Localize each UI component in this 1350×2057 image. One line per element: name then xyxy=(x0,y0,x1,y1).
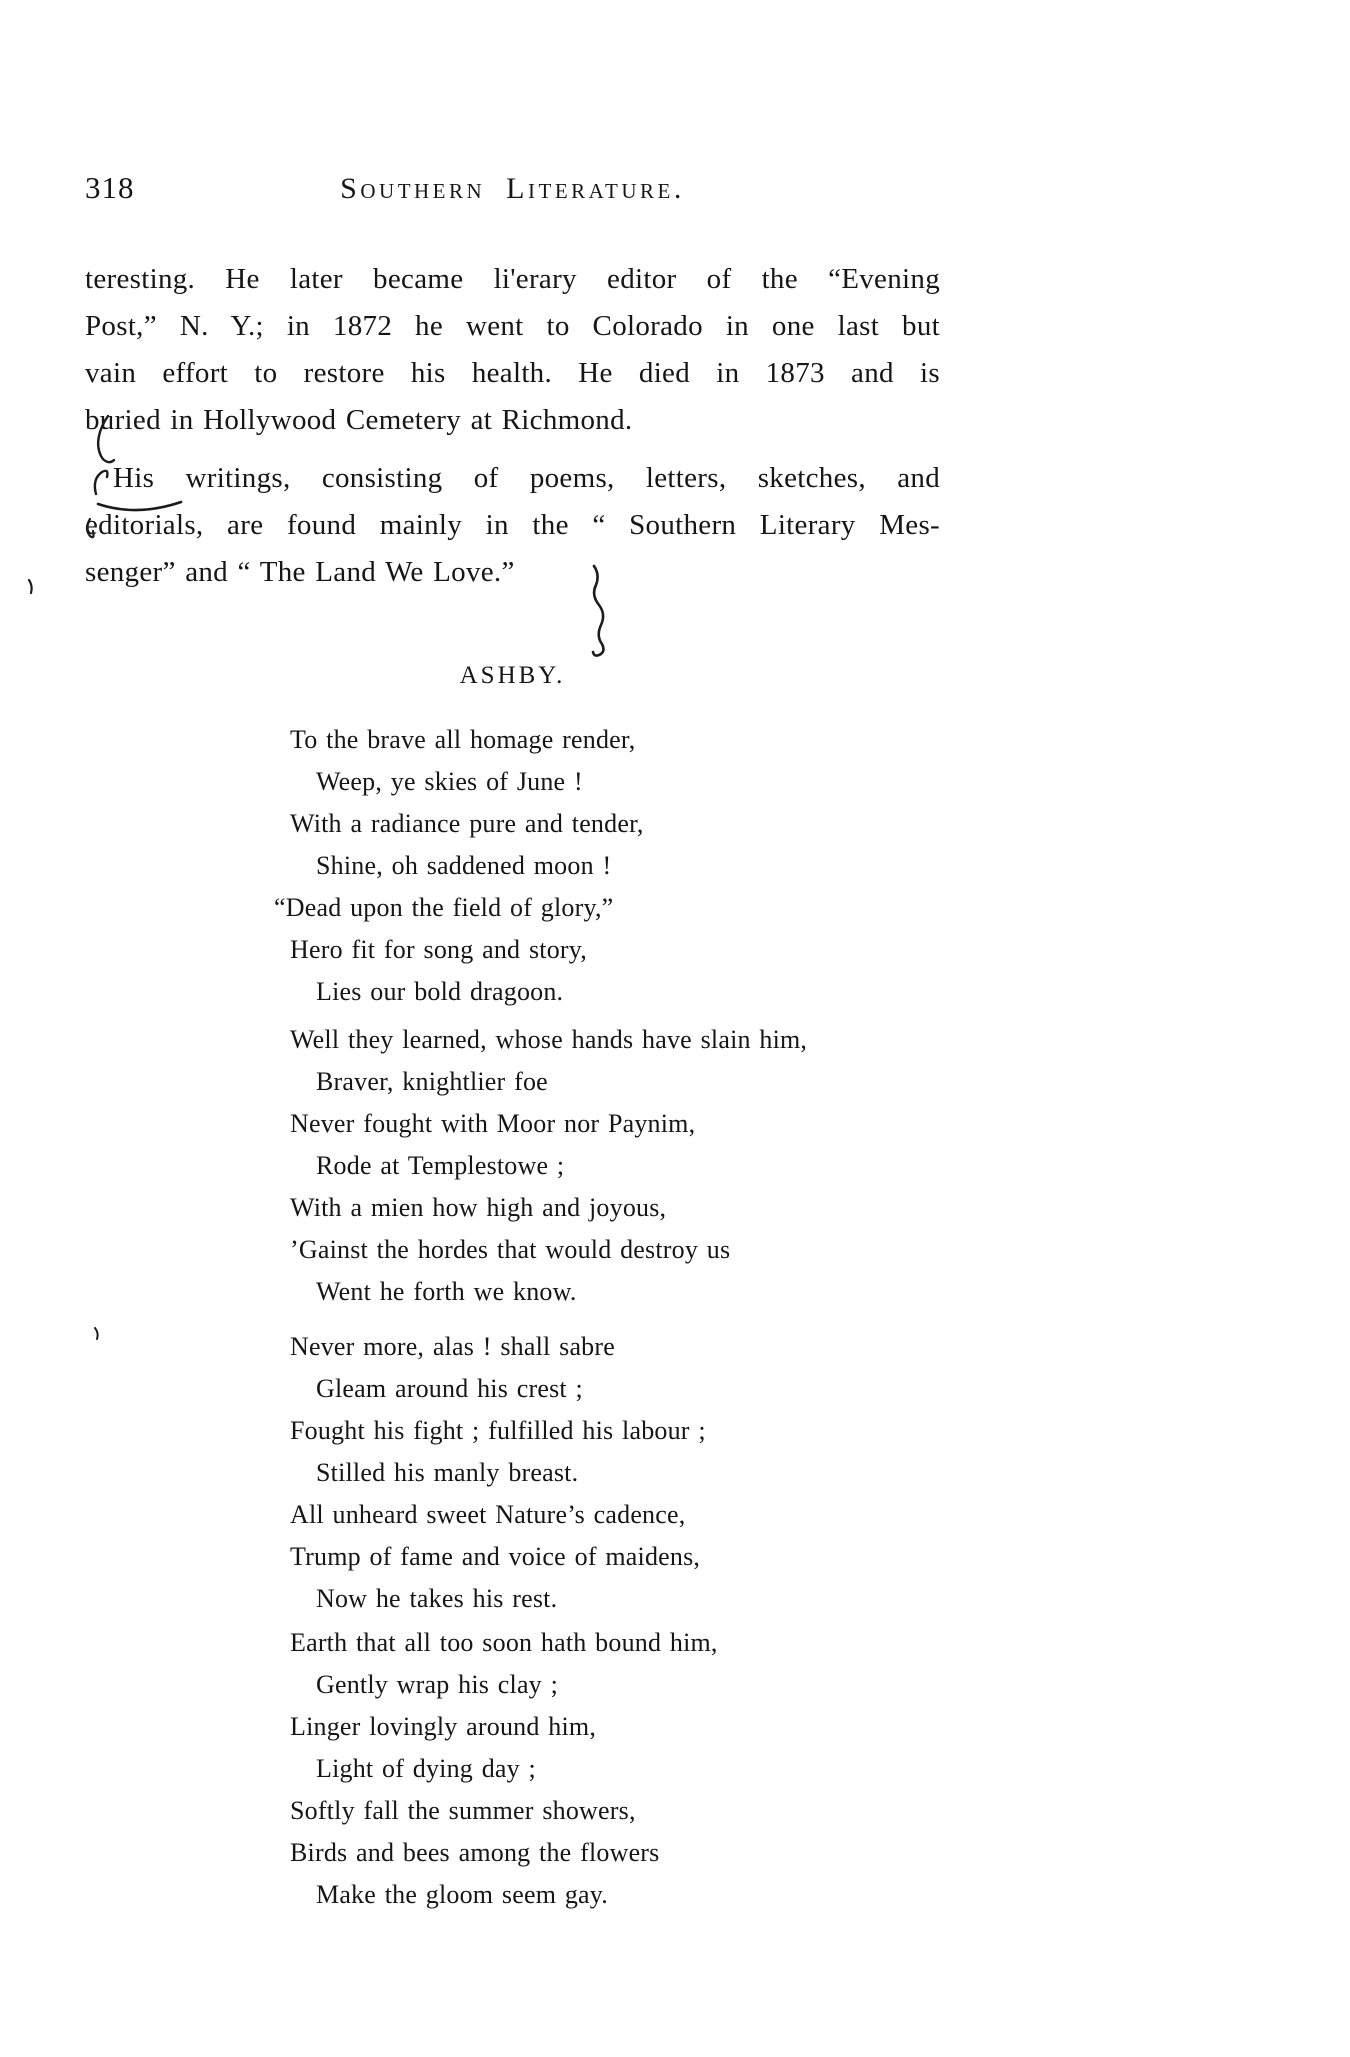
paragraph-line: His writings, consisting of poems, letters, sketches, and xyxy=(113,462,940,494)
poem-line: Now he takes his rest. xyxy=(316,1584,558,1613)
paragraph-line: Post,” N. Y.; in 1872 he went to Colorado in one last but xyxy=(85,310,940,342)
poem-line: All unheard sweet Nature’s cadence, xyxy=(290,1500,686,1529)
poem-line: Never more, alas ! shall sabre xyxy=(290,1332,615,1361)
page-number: 318 xyxy=(85,170,135,205)
paragraph-line: editorials, are found mainly in the “ Southern Literary Mes- xyxy=(85,509,940,541)
poem-stanza-2 xyxy=(85,1019,940,1313)
poem-stanza-3 xyxy=(85,1326,940,1620)
poem-line: Make the gloom seem gay. xyxy=(316,1880,608,1909)
paragraph-line: teresting. He later became li'erary editor of the “Evening xyxy=(85,263,940,295)
margin-tick-icon xyxy=(29,580,32,593)
poem-line: Trump of fame and voice of maidens, xyxy=(290,1542,701,1571)
poem-line: Never fought with Moor nor Paynim, xyxy=(290,1109,696,1138)
paragraph-line: senger” and “ The Land We Love.” xyxy=(85,556,515,588)
poem-line: Gleam around his crest ; xyxy=(316,1374,583,1403)
poem-line: Softly fall the summer showers, xyxy=(290,1796,636,1825)
paragraph-biography-1 xyxy=(85,256,940,444)
paragraph-line: buried in Hollywood Cemetery at Richmond. xyxy=(85,404,633,436)
poem-line: Light of dying day ; xyxy=(316,1754,536,1783)
poem-line: Braver, knightlier foe xyxy=(316,1067,548,1096)
paragraph-line: vain effort to restore his health. He died in 1873 and is xyxy=(85,357,940,389)
poem-stanza-1 xyxy=(85,719,940,1013)
poem-line: Shine, oh saddened moon ! xyxy=(316,851,612,880)
poem-line: Weep, ye skies of June ! xyxy=(316,767,583,796)
paragraph-biography-2 xyxy=(85,455,940,596)
poem-line: Gently wrap his clay ; xyxy=(316,1670,559,1699)
poem-line: Stilled his manly breast. xyxy=(316,1458,579,1487)
poem-title: ASHBY. xyxy=(459,662,566,689)
poem-line: Rode at Templestowe ; xyxy=(316,1151,565,1180)
poem-line: Went he forth we know. xyxy=(316,1277,577,1306)
poem-line: Linger lovingly around him, xyxy=(290,1712,597,1741)
poem-line: Birds and bees among the flowers xyxy=(290,1838,660,1867)
poem-stanza-4 xyxy=(85,1622,940,1916)
poem-line: Lies our bold dragoon. xyxy=(316,977,564,1006)
poem-line: “Dead upon the field of glory,” xyxy=(274,893,614,922)
running-title: Southern Literature. xyxy=(340,172,685,205)
poem-line: Fought his fight ; fulfilled his labour ; xyxy=(290,1416,706,1445)
poem-line: ’Gainst the hordes that would destroy us xyxy=(290,1235,731,1264)
poem-line: Earth that all too soon hath bound him, xyxy=(290,1628,718,1657)
poem-line: To the brave all homage render, xyxy=(290,725,636,754)
poem-line: Well they learned, whose hands have slain him, xyxy=(290,1025,808,1054)
poem-line: With a radiance pure and tender, xyxy=(290,809,644,838)
text-block xyxy=(85,0,940,2057)
poem-line: Hero fit for song and story, xyxy=(290,935,587,964)
poem-line: With a mien how high and joyous, xyxy=(290,1193,667,1222)
